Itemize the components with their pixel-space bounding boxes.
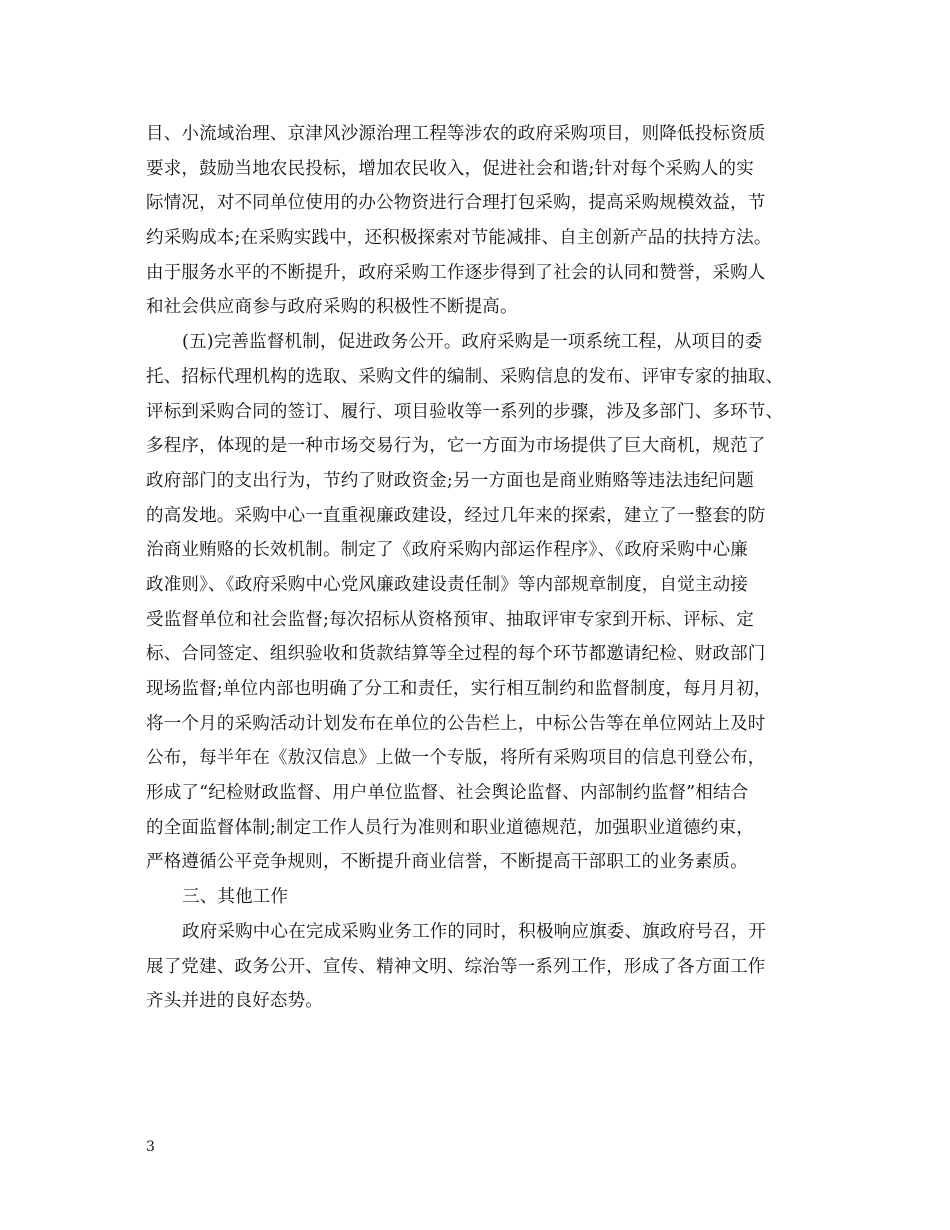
text-line: 齐头并进的良好态势。 <box>146 991 323 1012</box>
text-line: 评标到采购合同的签订、履行、项目验收等一系列的步骤，涉及多部门、多环节、 <box>146 401 784 422</box>
text-line: 公布，每半年在《敖汉信息》上做一个专版，将所有采购项目的信息刊登公布， <box>146 748 766 769</box>
text-line: 多程序，体现的是一种市场交易行为，它一方面为市场提供了巨大商机，规范了 <box>146 436 766 457</box>
text-line: 严格遵循公平竞争规则，不断提升商业信誉，不断提高干部职工的业务素质。 <box>146 852 748 873</box>
text-line: 将一个月的采购活动计划发布在单位的公告栏上，中标公告等在单位网站上及时 <box>146 713 766 734</box>
text-line: 政府采购中心在完成采购业务工作的同时，积极响应旗委、旗政府号召，开 <box>182 921 767 942</box>
text-line: (五)完善监督机制，促进政务公开。政府采购是一项系统工程，从项目的委 <box>182 332 763 353</box>
text-line: 托、招标代理机构的选取、采购文件的编制、采购信息的发布、评审专家的抽取、 <box>146 366 784 387</box>
text-line: 展了党建、政务公开、宣传、精神文明、综治等一系列工作，形成了各方面工作 <box>146 956 766 977</box>
text-line: 政准则》、《政府采购中心党风廉政建设责任制》等内部规章制度，自觉主动接 <box>146 574 748 595</box>
body-text <box>146 117 826 1019</box>
text-line: 目、小流域治理、京津风沙源治理工程等涉农的政府采购项目，则降低投标资质 <box>146 124 766 144</box>
text-line: 受监督单位和社会监督;每次招标从资格预审、抽取评审专家到开标、评标、定 <box>146 609 754 630</box>
text-line: 三、其他工作 <box>182 887 289 908</box>
text-line: 形成了“纪检财政监督、用户单位监督、社会舆论监督、内部制约监督”相结合 <box>146 783 749 804</box>
text-line: 的全面监督体制;制定工作人员行为准则和职业道德规范，加强职业道德约束， <box>146 817 754 838</box>
text-line: 政府部门的支出行为，节约了财政资金;另一方面也是商业贿赂等违法违纪问题 <box>146 470 754 491</box>
text-line: 约采购成本;在采购实践中，还积极探索对节能减排、自主创新产品的扶持方法。 <box>146 228 772 249</box>
text-line: 标、合同签定、组织验收和货款结算等全过程的每个环节都邀请纪检、财政部门 <box>146 644 766 665</box>
text-line: 和社会供应商参与政府采购的积极性不断提高。 <box>146 297 518 318</box>
text-line: 要求，鼓励当地农民投标，增加农民收入，促进社会和谐;针对每个采购人的实 <box>146 158 754 179</box>
text-line: 的高发地。采购中心一直重视廉政建设，经过几年来的探索，建立了一整套的防 <box>146 505 766 526</box>
page-number: 3 <box>146 1139 155 1155</box>
text-line: 由于服务水平的不断提升，政府采购工作逐步得到了社会的认同和赞誉，采购人 <box>146 262 766 283</box>
text-line: 际情况，对不同单位使用的办公物资进行合理打包采购，提高采购规模效益，节 <box>146 193 766 214</box>
text-line: 治商业贿赂的长效机制。制定了《政府采购内部运作程序》、《政府采购中心廉 <box>146 540 748 561</box>
text-line: 现场监督;单位内部也明确了分工和责任，实行相互制约和监督制度，每月月初， <box>146 679 772 699</box>
